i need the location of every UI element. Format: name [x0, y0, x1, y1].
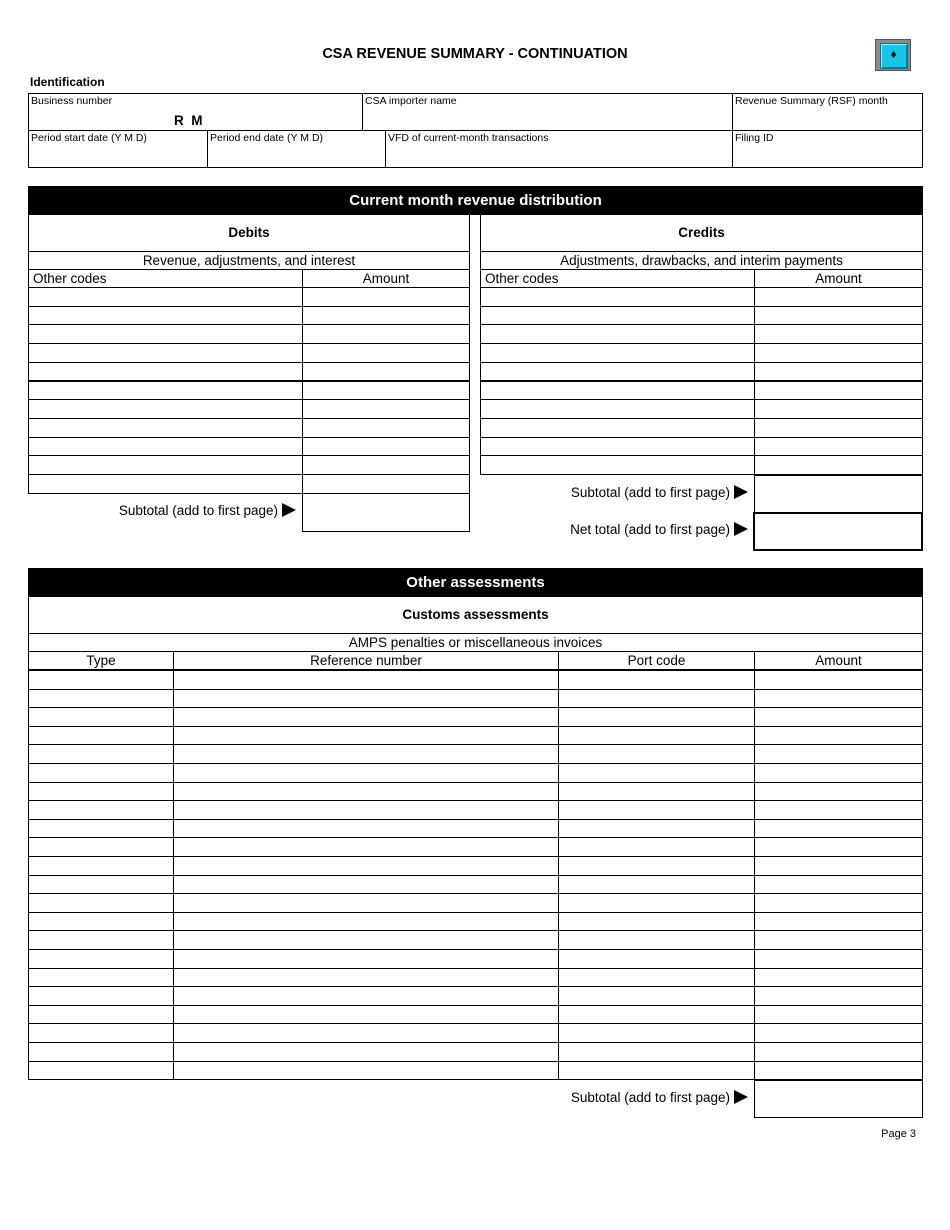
- debits-amount-header: Amount: [302, 269, 470, 288]
- credit-amount-cell[interactable]: [754, 324, 923, 344]
- assessment-reference-cell[interactable]: [173, 856, 559, 876]
- rsf-month-field[interactable]: [732, 93, 923, 131]
- assessment-port-code-cell[interactable]: [558, 930, 755, 950]
- assessments-subtotal-input[interactable]: [754, 1080, 923, 1118]
- debit-amount-cell[interactable]: [302, 437, 470, 457]
- assessment-reference-cell[interactable]: [173, 912, 559, 932]
- assessment-type-cell[interactable]: [28, 782, 174, 802]
- assessment-amount-cell[interactable]: [754, 744, 923, 764]
- filing-id-label: Filing ID: [735, 132, 774, 144]
- credits-codes-header: Other codes: [480, 269, 755, 288]
- identification-label: Identification: [30, 75, 105, 89]
- assessment-amount-cell[interactable]: [754, 670, 923, 690]
- assessment-amount-cell[interactable]: [754, 800, 923, 820]
- arrow-right-icon: [282, 503, 296, 517]
- debit-amount-cell[interactable]: [302, 474, 470, 494]
- assessment-amount-cell[interactable]: [754, 856, 923, 876]
- vfd-label: VFD of current-month transactions: [388, 132, 549, 144]
- credit-codes-cell[interactable]: [480, 437, 755, 457]
- assessment-amount-cell[interactable]: [754, 1061, 923, 1081]
- assessment-reference-cell[interactable]: [173, 819, 559, 839]
- debit-codes-cell[interactable]: [28, 437, 303, 457]
- assessment-amount-cell[interactable]: [754, 875, 923, 895]
- assessment-type-cell[interactable]: [28, 837, 174, 857]
- assessment-port-code-cell[interactable]: [558, 819, 755, 839]
- credit-codes-cell[interactable]: [480, 306, 755, 326]
- assessment-reference-cell[interactable]: [173, 1005, 559, 1025]
- assessment-amount-cell[interactable]: [754, 763, 923, 783]
- debit-codes-cell[interactable]: [28, 324, 303, 344]
- assessments-heading: Customs assessments: [402, 607, 549, 622]
- debit-amount-cell[interactable]: [302, 455, 470, 475]
- debit-amount-cell[interactable]: [302, 381, 470, 401]
- page-number: Page 3: [881, 1128, 916, 1140]
- debit-codes-cell[interactable]: [28, 474, 303, 494]
- assessment-type-cell[interactable]: [28, 819, 174, 839]
- assessment-amount-cell[interactable]: [754, 837, 923, 857]
- filing-id-field[interactable]: [732, 130, 923, 168]
- credit-codes-cell[interactable]: [480, 287, 755, 307]
- assessment-port-code-cell[interactable]: [558, 837, 755, 857]
- assessment-reference-cell[interactable]: [173, 875, 559, 895]
- credit-codes-cell[interactable]: [480, 324, 755, 344]
- assessment-type-cell[interactable]: [28, 1061, 174, 1081]
- assessment-type-cell[interactable]: [28, 744, 174, 764]
- assessment-amount-cell[interactable]: [754, 912, 923, 932]
- debit-codes-cell[interactable]: [28, 343, 303, 363]
- credit-amount-cell[interactable]: [754, 306, 923, 326]
- assessment-reference-cell[interactable]: [173, 1023, 559, 1043]
- assessment-reference-cell[interactable]: [173, 744, 559, 764]
- credit-amount-cell[interactable]: [754, 287, 923, 307]
- reference-column-header: Reference number: [173, 651, 559, 670]
- assessment-type-cell[interactable]: [28, 800, 174, 820]
- assessment-amount-cell[interactable]: [754, 893, 923, 913]
- assessment-reference-cell[interactable]: [173, 726, 559, 746]
- debit-codes-cell[interactable]: [28, 381, 303, 401]
- assessment-reference-cell[interactable]: [173, 1061, 559, 1081]
- debit-amount-cell[interactable]: [302, 287, 470, 307]
- vfd-field[interactable]: [385, 130, 733, 168]
- credits-subtotal-input[interactable]: [754, 475, 923, 513]
- importer-name-label: CSA importer name: [365, 95, 457, 107]
- debit-amount-cell[interactable]: [302, 399, 470, 419]
- credit-amount-cell[interactable]: [754, 362, 923, 382]
- debit-amount-cell[interactable]: [302, 418, 470, 438]
- net-total-input[interactable]: [753, 512, 923, 551]
- net-total-label: Net total (add to first page): [480, 522, 748, 537]
- distribution-section-bar: Current month revenue distribution: [28, 186, 923, 215]
- assessment-amount-cell[interactable]: [754, 819, 923, 839]
- assessment-reference-cell[interactable]: [173, 763, 559, 783]
- assessment-type-cell[interactable]: [28, 1042, 174, 1062]
- debit-codes-cell[interactable]: [28, 362, 303, 382]
- debit-amount-cell[interactable]: [302, 324, 470, 344]
- type-column-header: Type: [28, 651, 174, 670]
- period-end-field[interactable]: [207, 130, 386, 168]
- assessment-amount-cell[interactable]: [754, 782, 923, 802]
- assessment-port-code-cell[interactable]: [558, 949, 755, 969]
- assessment-reference-cell[interactable]: [173, 800, 559, 820]
- assessment-port-code-cell[interactable]: [558, 968, 755, 988]
- credit-amount-cell[interactable]: [754, 418, 923, 438]
- credit-amount-cell[interactable]: [754, 343, 923, 363]
- credit-codes-cell[interactable]: [480, 455, 755, 475]
- business-number-label: Business number: [31, 95, 113, 107]
- debits-subtotal-input[interactable]: [302, 493, 470, 532]
- assessment-port-code-cell[interactable]: [558, 986, 755, 1006]
- assessment-reference-cell[interactable]: [173, 707, 559, 727]
- assessment-type-cell[interactable]: [28, 893, 174, 913]
- arrow-right-icon: [734, 1090, 748, 1104]
- credits-heading: Credits: [678, 225, 725, 240]
- period-end-label: Period end date (Y M D): [210, 132, 324, 144]
- assessment-port-code-cell[interactable]: [558, 707, 755, 727]
- assessment-port-code-cell[interactable]: [558, 763, 755, 783]
- assessment-amount-cell[interactable]: [754, 949, 923, 969]
- assessment-type-cell[interactable]: [28, 949, 174, 969]
- debit-amount-cell[interactable]: [302, 362, 470, 382]
- debit-amount-cell[interactable]: [302, 306, 470, 326]
- credit-amount-cell[interactable]: [754, 455, 923, 475]
- assessments-section-bar: Other assessments: [28, 568, 923, 597]
- assessment-port-code-cell[interactable]: [558, 1042, 755, 1062]
- assessment-type-cell[interactable]: [28, 875, 174, 895]
- debit-codes-cell[interactable]: [28, 418, 303, 438]
- arrow-right-icon: [734, 485, 748, 499]
- assessment-port-code-cell[interactable]: [558, 744, 755, 764]
- assessment-type-cell[interactable]: [28, 986, 174, 1006]
- assessment-port-code-cell[interactable]: [558, 726, 755, 746]
- assessment-reference-cell[interactable]: [173, 670, 559, 690]
- credit-codes-cell[interactable]: [480, 418, 755, 438]
- amount-column-header: Amount: [754, 651, 923, 670]
- assessment-type-cell[interactable]: [28, 912, 174, 932]
- assessment-reference-cell[interactable]: [173, 1042, 559, 1062]
- assessments-subtotal-label: Subtotal (add to first page): [480, 1090, 748, 1105]
- assessment-type-cell[interactable]: [28, 930, 174, 950]
- assessment-reference-cell[interactable]: [173, 782, 559, 802]
- assessment-type-cell[interactable]: [28, 1005, 174, 1025]
- assessment-type-cell[interactable]: [28, 968, 174, 988]
- credits-caption: Adjustments, drawbacks, and interim payments: [480, 251, 923, 270]
- credit-amount-cell[interactable]: [754, 437, 923, 457]
- assessment-port-code-cell[interactable]: [558, 856, 755, 876]
- credit-codes-cell[interactable]: [480, 343, 755, 363]
- assessment-port-code-cell[interactable]: [558, 670, 755, 690]
- assessment-port-code-cell[interactable]: [558, 1061, 755, 1081]
- debit-codes-cell[interactable]: [28, 287, 303, 307]
- debits-header: [28, 214, 470, 252]
- debit-amount-cell[interactable]: [302, 343, 470, 363]
- debits-codes-header: Other codes: [28, 269, 303, 288]
- credits-subtotal-label: Subtotal (add to first page): [480, 485, 748, 500]
- credit-amount-cell[interactable]: [754, 381, 923, 401]
- debits-heading: Debits: [228, 225, 270, 240]
- assessment-reference-cell[interactable]: [173, 968, 559, 988]
- business-number-field[interactable]: [28, 93, 363, 131]
- debit-codes-cell[interactable]: [28, 306, 303, 326]
- assessment-amount-cell[interactable]: [754, 1042, 923, 1062]
- assessment-reference-cell[interactable]: [173, 930, 559, 950]
- assessment-reference-cell[interactable]: [173, 949, 559, 969]
- assessment-port-code-cell[interactable]: [558, 1023, 755, 1043]
- debits-caption: Revenue, adjustments, and interest: [28, 251, 470, 270]
- debit-codes-cell[interactable]: [28, 399, 303, 419]
- assessment-type-cell[interactable]: [28, 726, 174, 746]
- assessment-type-cell[interactable]: [28, 670, 174, 690]
- business-number-value: R M: [174, 113, 203, 128]
- assessment-amount-cell[interactable]: [754, 1023, 923, 1043]
- debit-codes-cell[interactable]: [28, 455, 303, 475]
- assessment-reference-cell[interactable]: [173, 689, 559, 709]
- assessment-amount-cell[interactable]: [754, 726, 923, 746]
- assessment-amount-cell[interactable]: [754, 968, 923, 988]
- assessment-port-code-cell[interactable]: [558, 689, 755, 709]
- assessment-reference-cell[interactable]: [173, 986, 559, 1006]
- assessment-amount-cell[interactable]: [754, 689, 923, 709]
- assessment-port-code-cell[interactable]: [558, 912, 755, 932]
- assessment-reference-cell[interactable]: [173, 893, 559, 913]
- assessment-type-cell[interactable]: [28, 856, 174, 876]
- navigation-button[interactable]: [875, 39, 911, 71]
- assessment-type-cell[interactable]: [28, 1023, 174, 1043]
- diamond-icon: [891, 51, 896, 58]
- arrow-right-icon: [734, 522, 748, 536]
- period-start-label: Period start date (Y M D): [31, 132, 147, 144]
- assessment-type-cell[interactable]: [28, 689, 174, 709]
- assessment-amount-cell[interactable]: [754, 930, 923, 950]
- assessment-port-code-cell[interactable]: [558, 800, 755, 820]
- assessment-type-cell[interactable]: [28, 707, 174, 727]
- page-title: CSA REVENUE SUMMARY - CONTINUATION: [322, 46, 628, 62]
- assessment-port-code-cell[interactable]: [558, 782, 755, 802]
- assessment-port-code-cell[interactable]: [558, 1005, 755, 1025]
- credit-codes-cell[interactable]: [480, 399, 755, 419]
- assessment-amount-cell[interactable]: [754, 1005, 923, 1025]
- assessment-amount-cell[interactable]: [754, 986, 923, 1006]
- assessments-header: [28, 596, 923, 634]
- credit-amount-cell[interactable]: [754, 399, 923, 419]
- assessment-type-cell[interactable]: [28, 763, 174, 783]
- port-code-column-header: Port code: [558, 651, 755, 670]
- assessment-amount-cell[interactable]: [754, 707, 923, 727]
- assessment-port-code-cell[interactable]: [558, 875, 755, 895]
- credits-header: [480, 214, 923, 252]
- period-start-field[interactable]: [28, 130, 208, 168]
- debits-subtotal-label: Subtotal (add to first page): [28, 503, 296, 518]
- assessments-caption: AMPS penalties or miscellaneous invoices: [28, 633, 923, 652]
- rsf-month-label: Revenue Summary (RSF) month: [735, 95, 888, 107]
- assessment-reference-cell[interactable]: [173, 837, 559, 857]
- credit-codes-cell[interactable]: [480, 362, 755, 382]
- assessment-port-code-cell[interactable]: [558, 893, 755, 913]
- credit-codes-cell[interactable]: [480, 381, 755, 401]
- credits-amount-header: Amount: [754, 269, 923, 288]
- importer-name-field[interactable]: [362, 93, 733, 131]
